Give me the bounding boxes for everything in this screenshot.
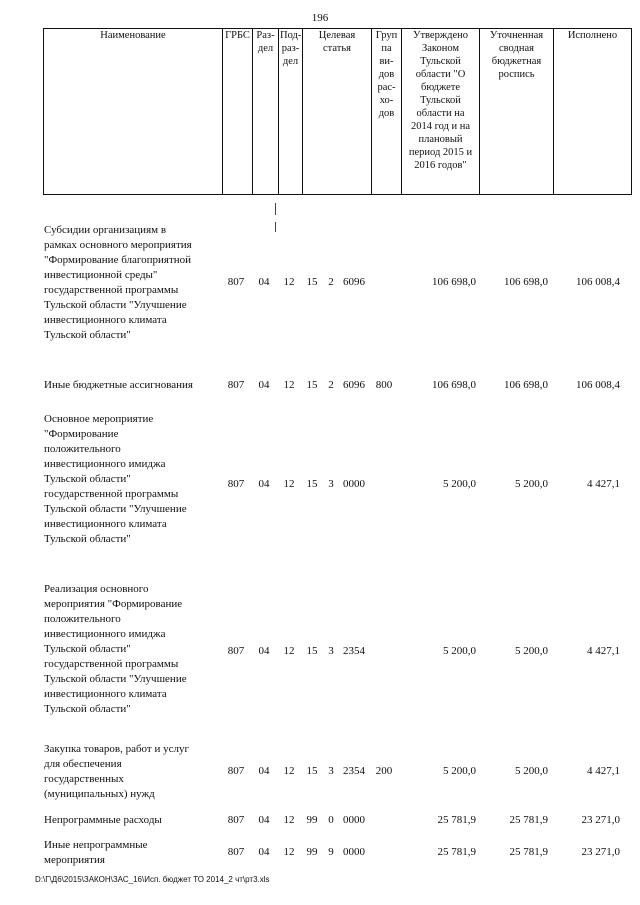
row-approved: 106 698,0 (432, 379, 476, 391)
row-name: Иные бюджетные ассигнования (44, 379, 193, 391)
row-name: Иные непрограммные мероприятия (44, 839, 148, 866)
table-row (0, 582, 640, 722)
row-target-program: 99 (306, 846, 318, 858)
row-razdel: 04 (258, 478, 270, 490)
header-grbs: ГРБС (223, 29, 253, 195)
row-grbs: 807 (227, 645, 245, 657)
row-target-code: 0000 (343, 478, 365, 490)
row-target-program: 15 (306, 645, 318, 657)
row-target-subprogram: 3 (328, 765, 334, 777)
header-razdel: Раз- дел (253, 29, 279, 195)
row-approved: 5 200,0 (443, 478, 476, 490)
row-podrazdel: 12 (283, 814, 295, 826)
row-target-code: 2354 (343, 765, 365, 777)
header-refined: Уточненная сводная бюджетная роспись (480, 29, 554, 195)
row-executed: 23 271,0 (581, 846, 620, 858)
row-podrazdel: 12 (283, 478, 295, 490)
row-executed: 106 008,4 (576, 276, 620, 288)
row-target-subprogram: 9 (328, 846, 334, 858)
row-razdel: 04 (258, 765, 270, 777)
row-group: 800 (375, 379, 393, 391)
row-refined: 106 698,0 (504, 379, 548, 391)
row-grbs: 807 (227, 846, 245, 858)
row-razdel: 04 (258, 846, 270, 858)
row-target-program: 15 (306, 379, 318, 391)
row-executed: 23 271,0 (581, 814, 620, 826)
row-razdel: 04 (258, 379, 270, 391)
row-name: Закупка товаров, работ и услуг для обеспечения государственных (муниципальных) нужд (44, 743, 189, 800)
row-approved: 5 200,0 (443, 645, 476, 657)
file-path-footer: D:\Г\Д6\2015\ЗАКОН\ЗАС_16\Исп. бюджет ТО 2014_2 чт\рт3.xls (35, 875, 270, 884)
row-target-subprogram: 3 (328, 645, 334, 657)
row-name: Субсидии организациям в рамках основного мероприятия "Формирование благоприятной инвестиционной среды" государственной программы Тульской области "Улучшение инвестиционного климата Тульской области" (44, 224, 192, 341)
row-grbs: 807 (227, 379, 245, 391)
row-target-code: 0000 (343, 814, 365, 826)
row-target-program: 15 (306, 478, 318, 490)
header-approved: Утверждено Законом Тульской области "О бюджете Тульской области на 2014 год и на плановый период 2015 и 2016 годов" (402, 29, 480, 195)
row-target-program: 15 (306, 276, 318, 288)
scan-mark (275, 203, 276, 215)
row-approved: 5 200,0 (443, 765, 476, 777)
row-group: 200 (375, 765, 393, 777)
header-name: Наименование (44, 29, 223, 195)
row-target-code: 6096 (343, 379, 365, 391)
row-approved: 106 698,0 (432, 276, 476, 288)
row-refined: 5 200,0 (515, 478, 548, 490)
row-podrazdel: 12 (283, 765, 295, 777)
row-refined: 106 698,0 (504, 276, 548, 288)
header-group: Груп па ви- дов рас- хо- дов (372, 29, 402, 195)
row-target-subprogram: 2 (328, 379, 334, 391)
row-podrazdel: 12 (283, 846, 295, 858)
row-refined: 25 781,9 (509, 814, 548, 826)
table-row (0, 742, 640, 804)
row-executed: 4 427,1 (587, 645, 620, 657)
row-razdel: 04 (258, 814, 270, 826)
row-executed: 4 427,1 (587, 478, 620, 490)
row-podrazdel: 12 (283, 645, 295, 657)
row-grbs: 807 (227, 765, 245, 777)
row-target-code: 0000 (343, 846, 365, 858)
table-row (0, 223, 640, 348)
header-podrazdel: Под- раз- дел (279, 29, 303, 195)
row-executed: 106 008,4 (576, 379, 620, 391)
row-podrazdel: 12 (283, 379, 295, 391)
header-executed: Исполнено (554, 29, 632, 195)
row-target-code: 2354 (343, 645, 365, 657)
row-name: Реализация основного мероприятия "Формирование положительного инвестиционного имиджа Тульской области" государственной программы Тульской области "Улучшение инвестиционного климата Тульской области" (44, 583, 187, 715)
row-refined: 5 200,0 (515, 645, 548, 657)
row-refined: 5 200,0 (515, 765, 548, 777)
row-grbs: 807 (227, 814, 245, 826)
row-executed: 4 427,1 (587, 765, 620, 777)
row-target-program: 99 (306, 814, 318, 826)
row-grbs: 807 (227, 478, 245, 490)
row-refined: 25 781,9 (509, 846, 548, 858)
row-target-subprogram: 0 (328, 814, 334, 826)
header-target: Целевая статья (303, 29, 372, 195)
row-target-program: 15 (306, 765, 318, 777)
row-target-code: 6096 (343, 276, 365, 288)
row-podrazdel: 12 (283, 276, 295, 288)
row-approved: 25 781,9 (437, 846, 476, 858)
table-row (0, 412, 640, 552)
row-target-subprogram: 3 (328, 478, 334, 490)
row-grbs: 807 (227, 276, 245, 288)
row-razdel: 04 (258, 645, 270, 657)
row-name: Основное мероприятие "Формирование положительного инвестиционного имиджа Тульской области" государственной программы Тульской области "Улучшение инвестиционного климата Тульской области" (44, 413, 187, 545)
row-razdel: 04 (258, 276, 270, 288)
table-row (0, 838, 640, 870)
table-header (43, 28, 632, 195)
row-name: Непрограммные расходы (44, 814, 162, 826)
row-approved: 25 781,9 (437, 814, 476, 826)
table-row (0, 813, 640, 829)
table-row (0, 378, 640, 394)
page-number: 196 (311, 12, 329, 24)
row-target-subprogram: 2 (328, 276, 334, 288)
